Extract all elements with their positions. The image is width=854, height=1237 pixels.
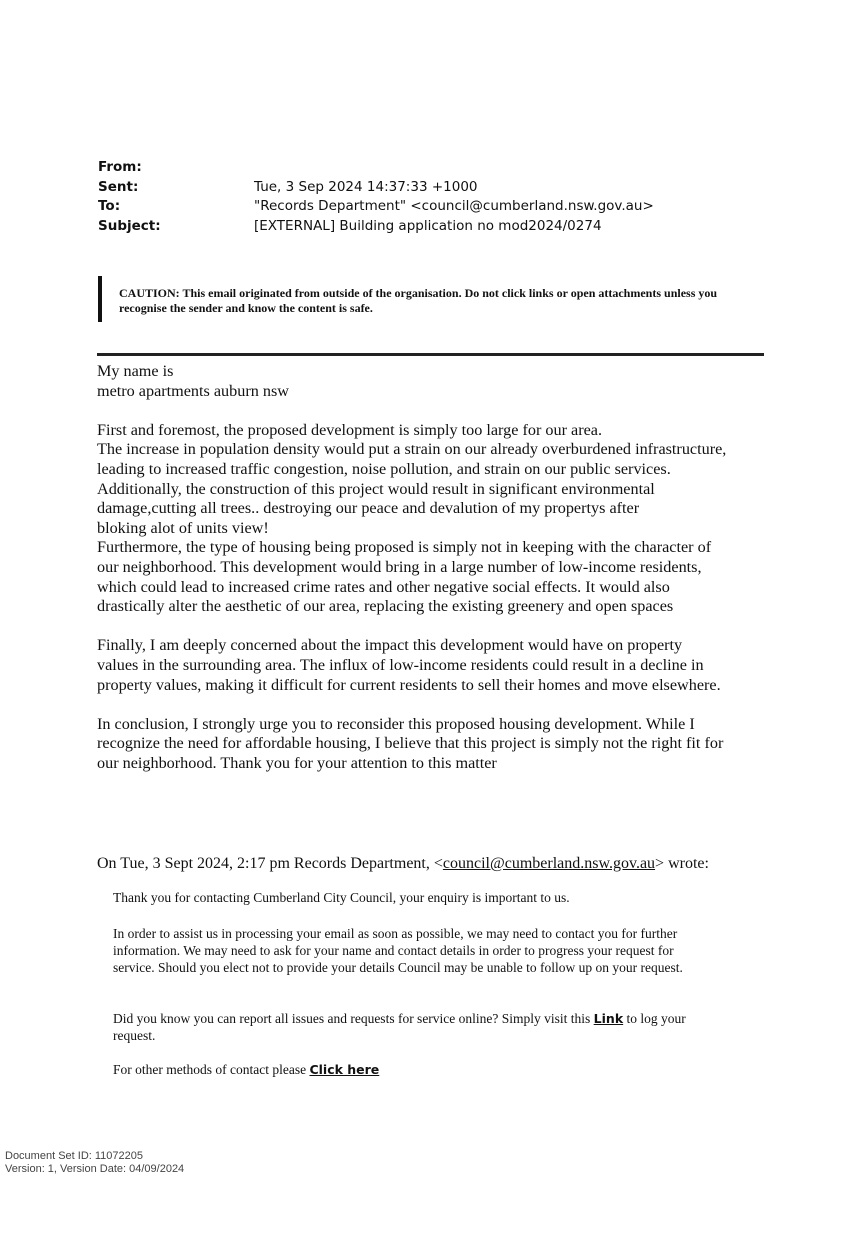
version-info: Version: 1, Version Date: 04/09/2024 <box>5 1163 185 1175</box>
body-line: property values, making it difficult for current residents to sell their homes and move elsewhere. <box>97 675 721 694</box>
caution-banner <box>98 276 758 322</box>
to-value: "Records Department" <council@cumberland.nsw.gov.au> <box>254 198 654 214</box>
paragraph-gap <box>97 695 777 715</box>
body-line: Furthermore, the type of housing being proposed is simply not in keeping with the character of <box>97 538 712 557</box>
body-line: our neighborhood. Thank you for your attention to this matter <box>97 753 497 772</box>
assist-line-1: In order to assist us in processing your email as soon as possible, we may need to contact you for further <box>113 926 678 941</box>
body-line: drastically alter the aesthetic of our area, replacing the existing greenery and open spaces <box>97 597 674 616</box>
body-line: The increase in population density would put a strain on our already overburdened infrastructure, <box>97 440 727 459</box>
doc-set-id: Document Set ID: 11072205 <box>5 1150 143 1162</box>
paragraph-gap <box>97 401 777 421</box>
online-prefix: Did you know you can report all issues and requests for service online? Simply visit this <box>113 1011 594 1026</box>
header-divider <box>97 353 764 356</box>
click-here-link[interactable]: Click here <box>309 1062 380 1077</box>
body-line: First and foremost, the proposed development is simply too large for our area. <box>97 420 602 439</box>
body-line: Finally, I am deeply concerned about the impact this development would have on property <box>97 636 683 655</box>
body-line: My name is <box>97 362 174 380</box>
sent-value: Tue, 3 Sep 2024 14:37:33 +1000 <box>254 178 478 195</box>
body-line: metro apartments auburn nsw <box>97 381 289 400</box>
from-label: From: <box>98 159 142 175</box>
online-link[interactable]: Link <box>593 1011 624 1026</box>
other-line <box>113 1061 773 1078</box>
body-line: leading to increased traffic congestion, noise pollution, and strain on our public services. <box>97 459 671 478</box>
body-line: which could lead to increased crime rates and other negative social effects. It would also <box>97 577 670 596</box>
body-line: In conclusion, I strongly urge you to reconsider this proposed housing development. While I <box>97 714 695 733</box>
body-line: damage,cutting all trees.. destroying our peace and devalution of my propertys after <box>97 499 640 518</box>
quote-head-suffix: > wrote: <box>655 855 709 872</box>
online-suffix: to log your <box>623 1011 686 1026</box>
caution-line-2: recognise the sender and know the content is safe. <box>119 301 373 315</box>
email-body <box>97 362 777 773</box>
body-line: values in the surrounding area. The influx of low-income residents could result in a decline in <box>97 655 704 674</box>
quoted-reply-header <box>97 855 709 873</box>
other-prefix: For other methods of contact please <box>113 1062 310 1077</box>
body-line: Additionally, the construction of this project would result in significant environmental <box>97 479 655 498</box>
online-line-2: request. <box>113 1028 156 1043</box>
body-line: our neighborhood. This development would bring in a large number of low-income residents, <box>97 557 702 576</box>
subject-value: [EXTERNAL] Building application no mod2024/0274 <box>254 217 602 234</box>
paragraph-gap <box>97 617 777 637</box>
quote-head-prefix: On Tue, 3 Sept 2024, 2:17 pm Records Department, < <box>97 855 443 872</box>
document-footer <box>5 1150 184 1176</box>
subject-label: Subject: <box>98 217 161 234</box>
caution-line-1: CAUTION: This email originated from outside of the organisation. Do not click links or open attachments unless you <box>119 286 718 300</box>
thanks-text: Thank you for contacting Cumberland City Council, your enquiry is important to us. <box>113 890 570 905</box>
body-line: bloking alot of units view! <box>97 518 269 537</box>
assist-line-3: service. Should you elect not to provide your details Council may be unable to follow up on your request. <box>113 960 683 975</box>
assist-line-2: information. We may need to ask for your name and contact details in order to progress your request for <box>113 943 674 958</box>
body-line: recognize the need for affordable housing, I believe that this project is simply not the right fit for <box>97 734 724 753</box>
sent-label: Sent: <box>98 178 139 195</box>
to-label: To: <box>98 198 121 214</box>
quoted-message <box>113 889 773 1078</box>
online-line <box>113 1010 773 1027</box>
council-email-link[interactable]: council@cumberland.nsw.gov.au <box>442 855 656 872</box>
